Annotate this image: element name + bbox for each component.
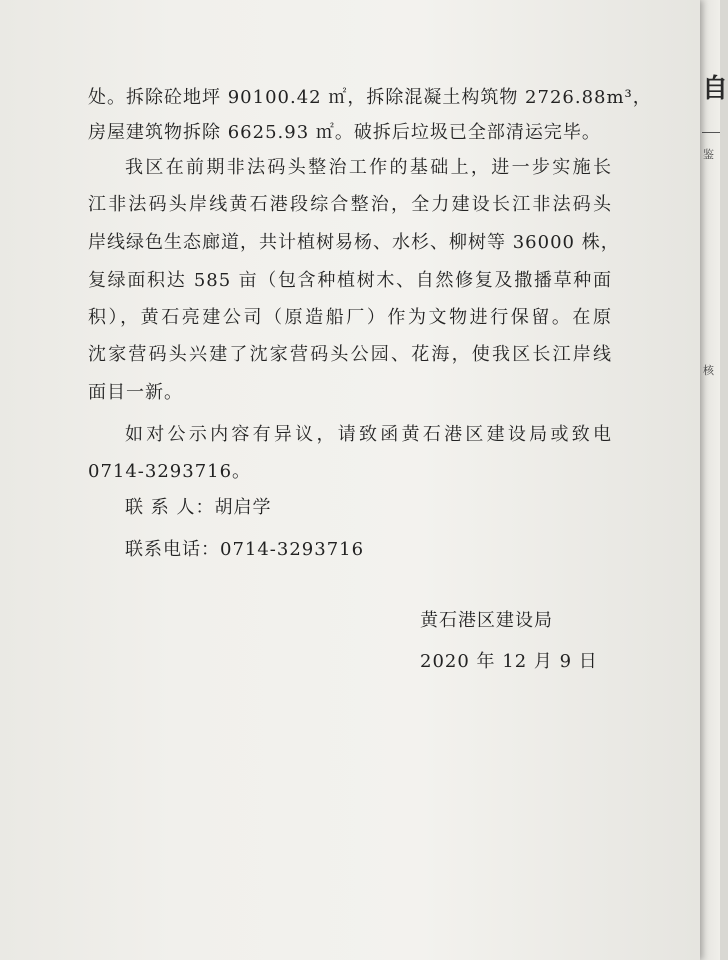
underlying-page-glyph: 自	[702, 74, 728, 104]
underlying-page-rule	[702, 132, 720, 133]
contact-person: 联 系 人：胡启学	[125, 497, 272, 518]
body-line: 房屋建筑物拆除 6625.93 ㎡。破拆后垃圾已全部清运完毕。	[88, 122, 601, 143]
body-line: 复绿面积达 585 亩（包含种植树木、自然修复及撒播草种面	[88, 270, 612, 291]
body-line: 处。拆除砼地坪 90100.42 ㎡，拆除混凝土构筑物 2726.88m³，	[88, 87, 652, 108]
contact-phone: 联系电话：0714-3293716	[125, 539, 365, 560]
body-line: 积），黄石亮建公司（原造船厂）作为文物进行保留。在原	[88, 307, 612, 328]
body-line: 沈家营码头兴建了沈家营码头公园、花海，使我区长江岸线	[88, 344, 612, 365]
body-line: 面目一新。	[88, 382, 183, 403]
objection-notice: 如对公示内容有异议，请致函黄石港区建设局或致电	[125, 424, 612, 445]
underlying-page-mark: 鉴	[703, 148, 714, 161]
paragraph-first-line: 我区在前期非法码头整治工作的基础上，进一步实施长	[125, 157, 612, 178]
body-line: 江非法码头岸线黄石港段综合整治，全力建设长江非法码头	[88, 194, 612, 215]
contact-phone-inline: 0714-3293716。	[88, 461, 252, 482]
body-line: 岸线绿色生态廊道，共计植树易杨、水杉、柳树等 36000 株，	[88, 232, 620, 253]
issuing-authority: 黄石港区建设局	[420, 610, 553, 631]
underlying-page-mark: 核	[703, 364, 714, 377]
issue-date: 2020 年 12 月 9 日	[420, 651, 598, 672]
